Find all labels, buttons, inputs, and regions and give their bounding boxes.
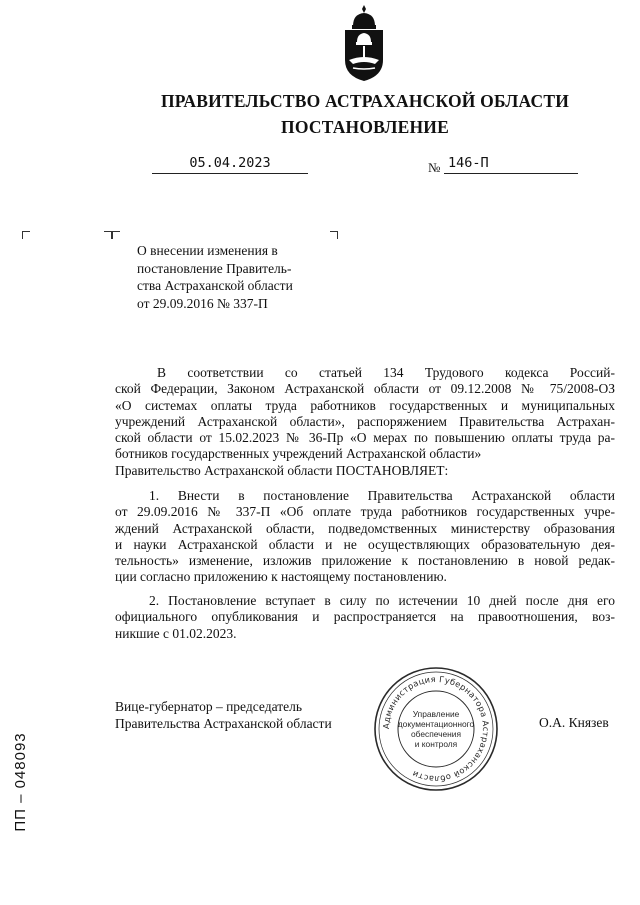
text-line: В соответствии со статьей 134 Трудового кодекса Россий- [157, 365, 615, 380]
text-line: ждений Астраханской области, подведомственных министерству образования [115, 520, 615, 536]
text-line: Правительство Астраханской области ПОСТАНОВЛЯЕТ: [115, 463, 449, 478]
stamp-center-line: Управление [412, 709, 460, 719]
text-line: 1. Внести в постановление Правительства Астраханской области [149, 488, 615, 503]
subject-line: О внесении изменения в [137, 243, 278, 258]
official-stamp [372, 665, 500, 793]
subject-corner-mark [112, 231, 120, 239]
text-line: от 29.09.2016 № 337-П «Об оплате труда работников государственных учре- [115, 504, 615, 520]
text-line: никшие с 01.02.2023. [115, 625, 237, 641]
stamp-center-line: обеспечения [411, 729, 461, 739]
text-line: тельность» изменение, изложив приложение к постановлению в новой редак- [115, 553, 615, 569]
text-line: и науки Астраханской области и не осуществляющих образовательную дея- [115, 536, 615, 552]
text-line: 2. Постановление вступает в силу по истечении 10 дней после дня его [149, 593, 615, 608]
preamble-paragraph [115, 365, 615, 463]
signatory-name: О.А. Князев [539, 715, 609, 730]
document-subject [137, 242, 322, 312]
text-line: ской области от 15.02.2023 № 36-Пр «О мерах по повышению оплаты труда ра- [115, 430, 615, 446]
text-line: учреждений Астраханской области», распоряжением Правительства Астрахан- [115, 413, 615, 429]
document-number: 146-П [448, 155, 489, 171]
stamp-center-line: документационного [397, 719, 475, 729]
subject-line: ства Астраханской области [137, 278, 293, 293]
subject-corner-mark [330, 231, 338, 239]
text-line: «О системах оплаты труда работников государственных и муниципальных [115, 397, 615, 413]
coat-of-arms-emblem [339, 4, 389, 82]
signatory-position [115, 698, 332, 732]
subject-corner-mark [104, 231, 112, 239]
document-date: 05.04.2023 [152, 155, 308, 174]
document-type-title: ПОСТАНОВЛЕНИЕ [281, 117, 449, 137]
decree-item-2 [115, 593, 615, 642]
signatory-position-line: Вице-губернатор – председатель [115, 699, 302, 714]
text-line: ции согласно приложению к настоящему постановлению. [115, 569, 447, 585]
decree-item-1 [115, 488, 615, 586]
text-line: официального опубликования и распространяется на правоотношения, воз- [115, 609, 615, 625]
form-serial-number: ПП – 048093 [12, 732, 29, 832]
stamp-ring-text: Администрация Губернатора Астраханской области [380, 673, 492, 785]
government-title: ПРАВИТЕЛЬСТВО АСТРАХАНСКОЙ ОБЛАСТИ [160, 91, 570, 111]
subject-line: постановление Правитель- [137, 260, 292, 276]
text-line: ской Федерации, Законом Астраханской области от 09.12.2008 № 75/2008-ОЗ [115, 381, 615, 397]
subject-line: от 29.09.2016 № 337-П [137, 295, 268, 311]
decree-statement [115, 463, 615, 479]
number-sign: № [428, 160, 441, 175]
subject-corner-mark [22, 231, 30, 239]
document-number-field [444, 155, 578, 174]
stamp-center-line: и контроля [414, 739, 458, 749]
text-line: ботников государственных учреждений Астраханской области» [115, 446, 482, 462]
signatory-position-line: Правительства Астраханской области [115, 716, 332, 731]
